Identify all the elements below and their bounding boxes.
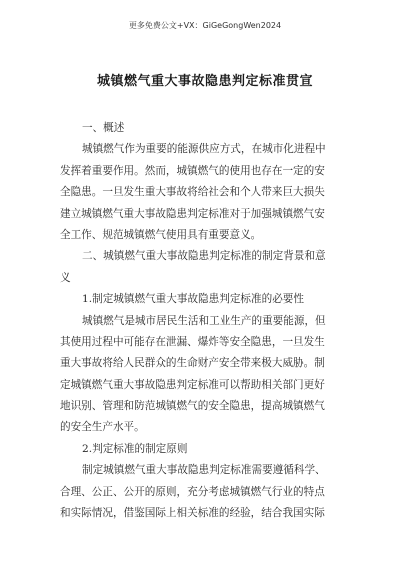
body-line: 制定城镇燃气重大事故隐患判定标准需要遵循科学、 [82, 464, 326, 477]
body-line: 地识别、管理和防范城镇燃气的安全隐患，提高城镇燃气 [60, 400, 325, 413]
body-line: 全隐患。一旦发生重大事故将给社会和个人带来巨大损失 [60, 186, 325, 199]
body-line: 重大事故将给人民群众的生命财产安全带来极大威胁。制 [60, 357, 325, 370]
body-line: 其使用过程中可能存在泄漏、爆炸等安全隐患，一旦发生 [60, 335, 325, 348]
page-header: 更多免费公文+VX：GiGeGongWen2024 [128, 21, 282, 30]
body-line: 城镇燃气作为重要的能源供应方式，在城市化进程中 [82, 143, 326, 156]
body-line: 建立城镇燃气重大事故隐患判定标准对于加强城镇燃气安 [60, 207, 325, 220]
document-title: 城镇燃气重大事故隐患判定标准贯宣 [96, 74, 313, 89]
body-line: 全工作、规范城镇燃气使用具有重要意义。 [60, 228, 262, 241]
body-line: 一、概述 [82, 122, 125, 134]
body-line: 合理、公正、公开的原则，充分考虑城镇燃气行业的特点 [60, 485, 325, 498]
body-line: 的安全生产水平。 [60, 421, 145, 434]
body-line: 义 [60, 271, 71, 284]
body-line: 和实际情况，借鉴国际上相关标准的经验，结合我国实际 [60, 507, 325, 520]
body-line: 定城镇燃气重大事故隐患判定标准可以帮助相关部门更好 [60, 378, 325, 391]
body-line: 2.判定标准的制定原则 [82, 442, 188, 455]
body-line: 1.制定城镇燃气重大事故隐患判定标准的必要性 [82, 293, 304, 306]
body-line: 发挥着重要作用。然而，城镇燃气的使用也存在一定的安 [60, 164, 325, 177]
document-body [60, 118, 360, 524]
body-line: 城镇燃气是城市居民生活和工业生产的重要能源，但 [82, 314, 326, 327]
body-line: 二、城镇燃气重大事故隐患判定标准的制定背景和意 [82, 250, 326, 263]
